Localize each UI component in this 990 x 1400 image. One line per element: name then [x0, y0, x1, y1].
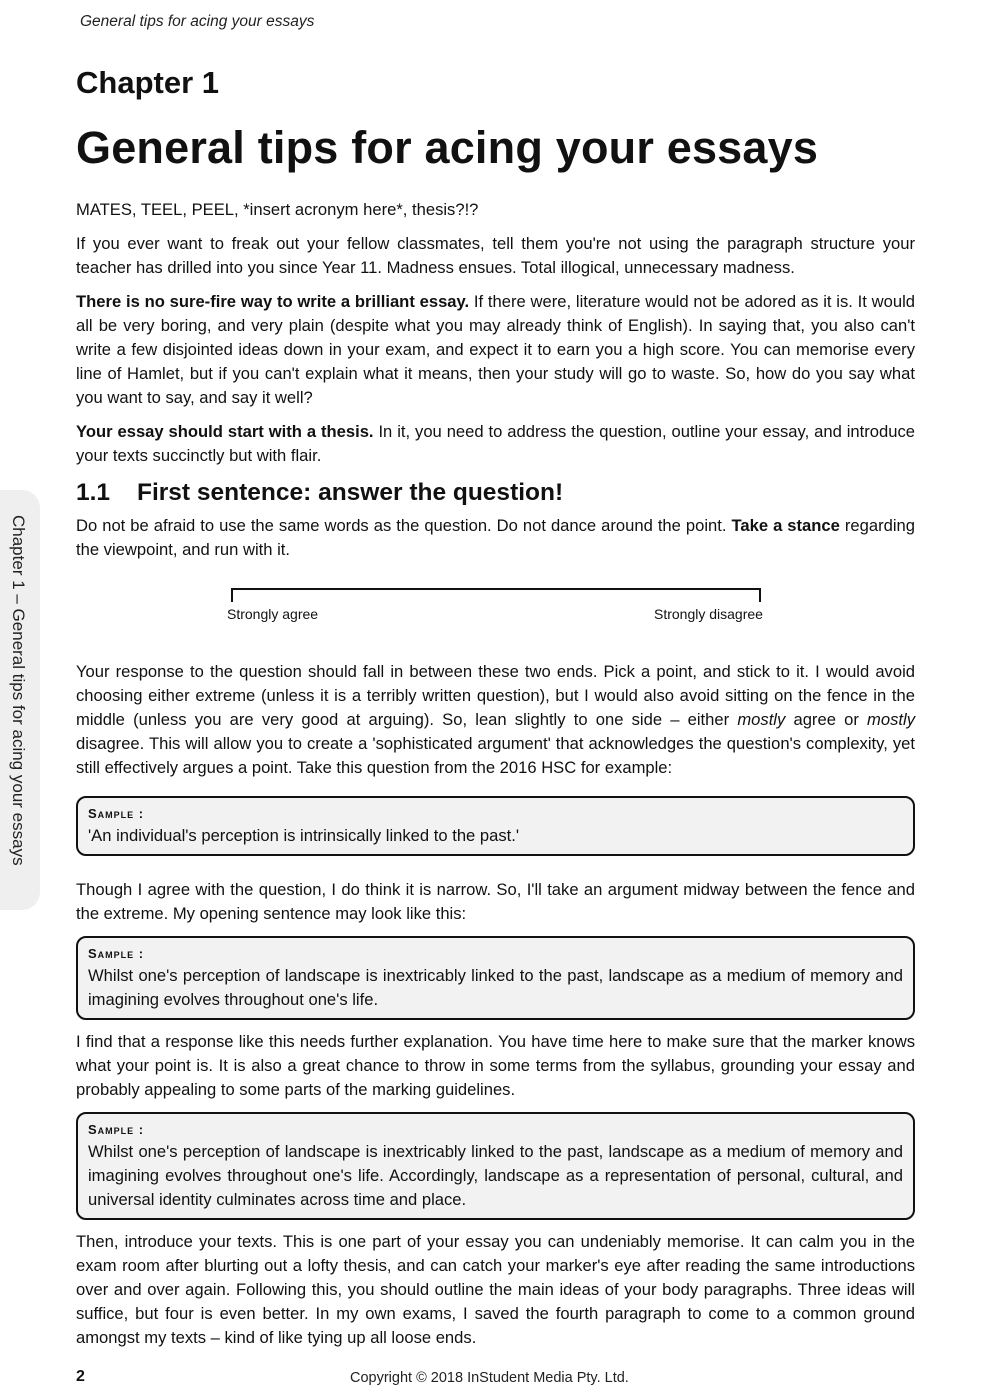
sample-text-2: Whilst one's perception of landscape is inextricably linked to the past, landscape as a medium of memory and imagining evolves throughout one's life. — [88, 966, 903, 1009]
section-paragraph-2-text-c: disagree. This will allow you to create a 'sophisticated argument' that acknowledges the question's complexity, yet still effectively argues a point. Take this question from the 2016 HSC for example: — [76, 734, 915, 777]
section-paragraph-2-text-a: Your response to the question should fall in between these two ends. Pick a point, and stick to it. I would avoid choosing either extreme (unless it is a terribly written question), but I would also avoid sitting on the fence in the middle (unless you are very good at arguing). So, lean slightly to one side – either — [76, 662, 915, 729]
sample-text-1: 'An individual's perception is intrinsically linked to the past.' — [88, 826, 520, 845]
section-paragraph-1-text-b: regarding the viewpoint, and run with it. — [76, 516, 915, 559]
sample-box-2 — [76, 936, 915, 1020]
intro-paragraph-2: If you ever want to freak out your fellow classmates, tell them you're not using the paragraph structure your teacher has drilled into you since Year 11. Madness ensues. Total illogical, unnecessary madness. — [76, 234, 915, 277]
sample-label: Sample : — [88, 946, 145, 961]
section-paragraph-1-bold: Take a stance — [731, 516, 840, 535]
page-number: 2 — [76, 1368, 85, 1385]
section-heading — [76, 478, 915, 508]
intro-paragraph-4 — [76, 420, 915, 468]
agreement-scale — [76, 584, 915, 654]
intro-paragraph-4-bold: Your essay should start with a thesis. — [76, 422, 374, 441]
sample-label: Sample : — [88, 806, 145, 821]
intro-paragraph-3-bold: There is no sure-fire way to write a brilliant essay. — [76, 292, 470, 311]
chapter-label: Chapter 1 — [76, 65, 219, 100]
copyright-notice: Copyright © 2018 InStudent Media Pty. Ltd. — [350, 1370, 629, 1386]
section-paragraph-2 — [76, 660, 915, 780]
section-title: First sentence: answer the question! — [137, 479, 564, 506]
sample-label: Sample : — [88, 1122, 145, 1137]
body-content — [76, 198, 915, 1360]
section-paragraph-1 — [76, 514, 915, 562]
agreement-scale-bar — [231, 588, 761, 602]
section-paragraph-4: I find that a response like this needs further explanation. You have time here to make sure that the marker knows what your point is. It is also a great chance to throw in some terms from the syllabus, grounding your essay and probably appealing to some parts of the marking guidelines. — [76, 1032, 915, 1099]
scale-label-strongly-disagree: Strongly disagree — [654, 606, 763, 622]
section-paragraph-1-text-a: Do not be afraid to use the same words as the question. Do not dance around the point. — [76, 516, 732, 535]
section-paragraph-5: Then, introduce your texts. This is one part of your essay you can undeniably memorise. It can calm you in the exam room after blurting out a lofty thesis, and can catch your marker's eye after reading the same introductions over and over again. Following this, you should outline the main ideas of your body paragraphs. Three ideas will suffice, but four is even better. In my own exams, I saved the fourth paragraph to come to a common ground amongst my texts – kind of like tying up all loose ends. — [76, 1232, 915, 1347]
side-tab-label: Chapter 1 – General tips for acing your essays — [9, 515, 28, 866]
section-number: 1.1 — [76, 479, 111, 506]
intro-paragraph-3-text: If there were, literature would not be adored as it is. It would all be very boring, and very plain (despite what you may already think of English). In saying that, you also can't write a few disjointed ideas down in your exam, and expect it to earn you a high score. You can memorise every line of Hamlet, but if you can't explain what it means, then your study will go to waste. So, how do you say what you want to say, and say it well? — [76, 292, 916, 407]
intro-paragraph-1: MATES, TEEL, PEEL, *insert acronym here*, thesis?!? — [76, 200, 479, 219]
sample-box-3 — [76, 1112, 915, 1220]
section-paragraph-2-emphasis-2: mostly — [867, 710, 915, 729]
section-paragraph-2-emphasis-1: mostly — [737, 710, 786, 729]
section-paragraph-3: Though I agree with the question, I do think it is narrow. So, I'll take an argument midway between the fence and the extreme. My opening sentence may look like this: — [76, 880, 915, 923]
section-paragraph-2-text-b: agree or — [785, 710, 868, 729]
scale-label-strongly-agree: Strongly agree — [227, 606, 319, 622]
running-header: General tips for acing your essays — [80, 13, 315, 30]
intro-paragraph-4-text: In it, you need to address the question, outline your essay, and introduce your texts succinctly but with flair. — [76, 422, 915, 465]
sample-box-1 — [76, 796, 915, 856]
intro-paragraph-3 — [76, 290, 915, 410]
sample-text-3: Whilst one's perception of landscape is inextricably linked to the past, landscape as a medium of memory and imagining evolves throughout one's life. Accordingly, landscape as a representation of personal, cultural, and universal identity culminates across time and place. — [88, 1142, 903, 1209]
chapter-title: General tips for acing your essays — [76, 122, 819, 173]
